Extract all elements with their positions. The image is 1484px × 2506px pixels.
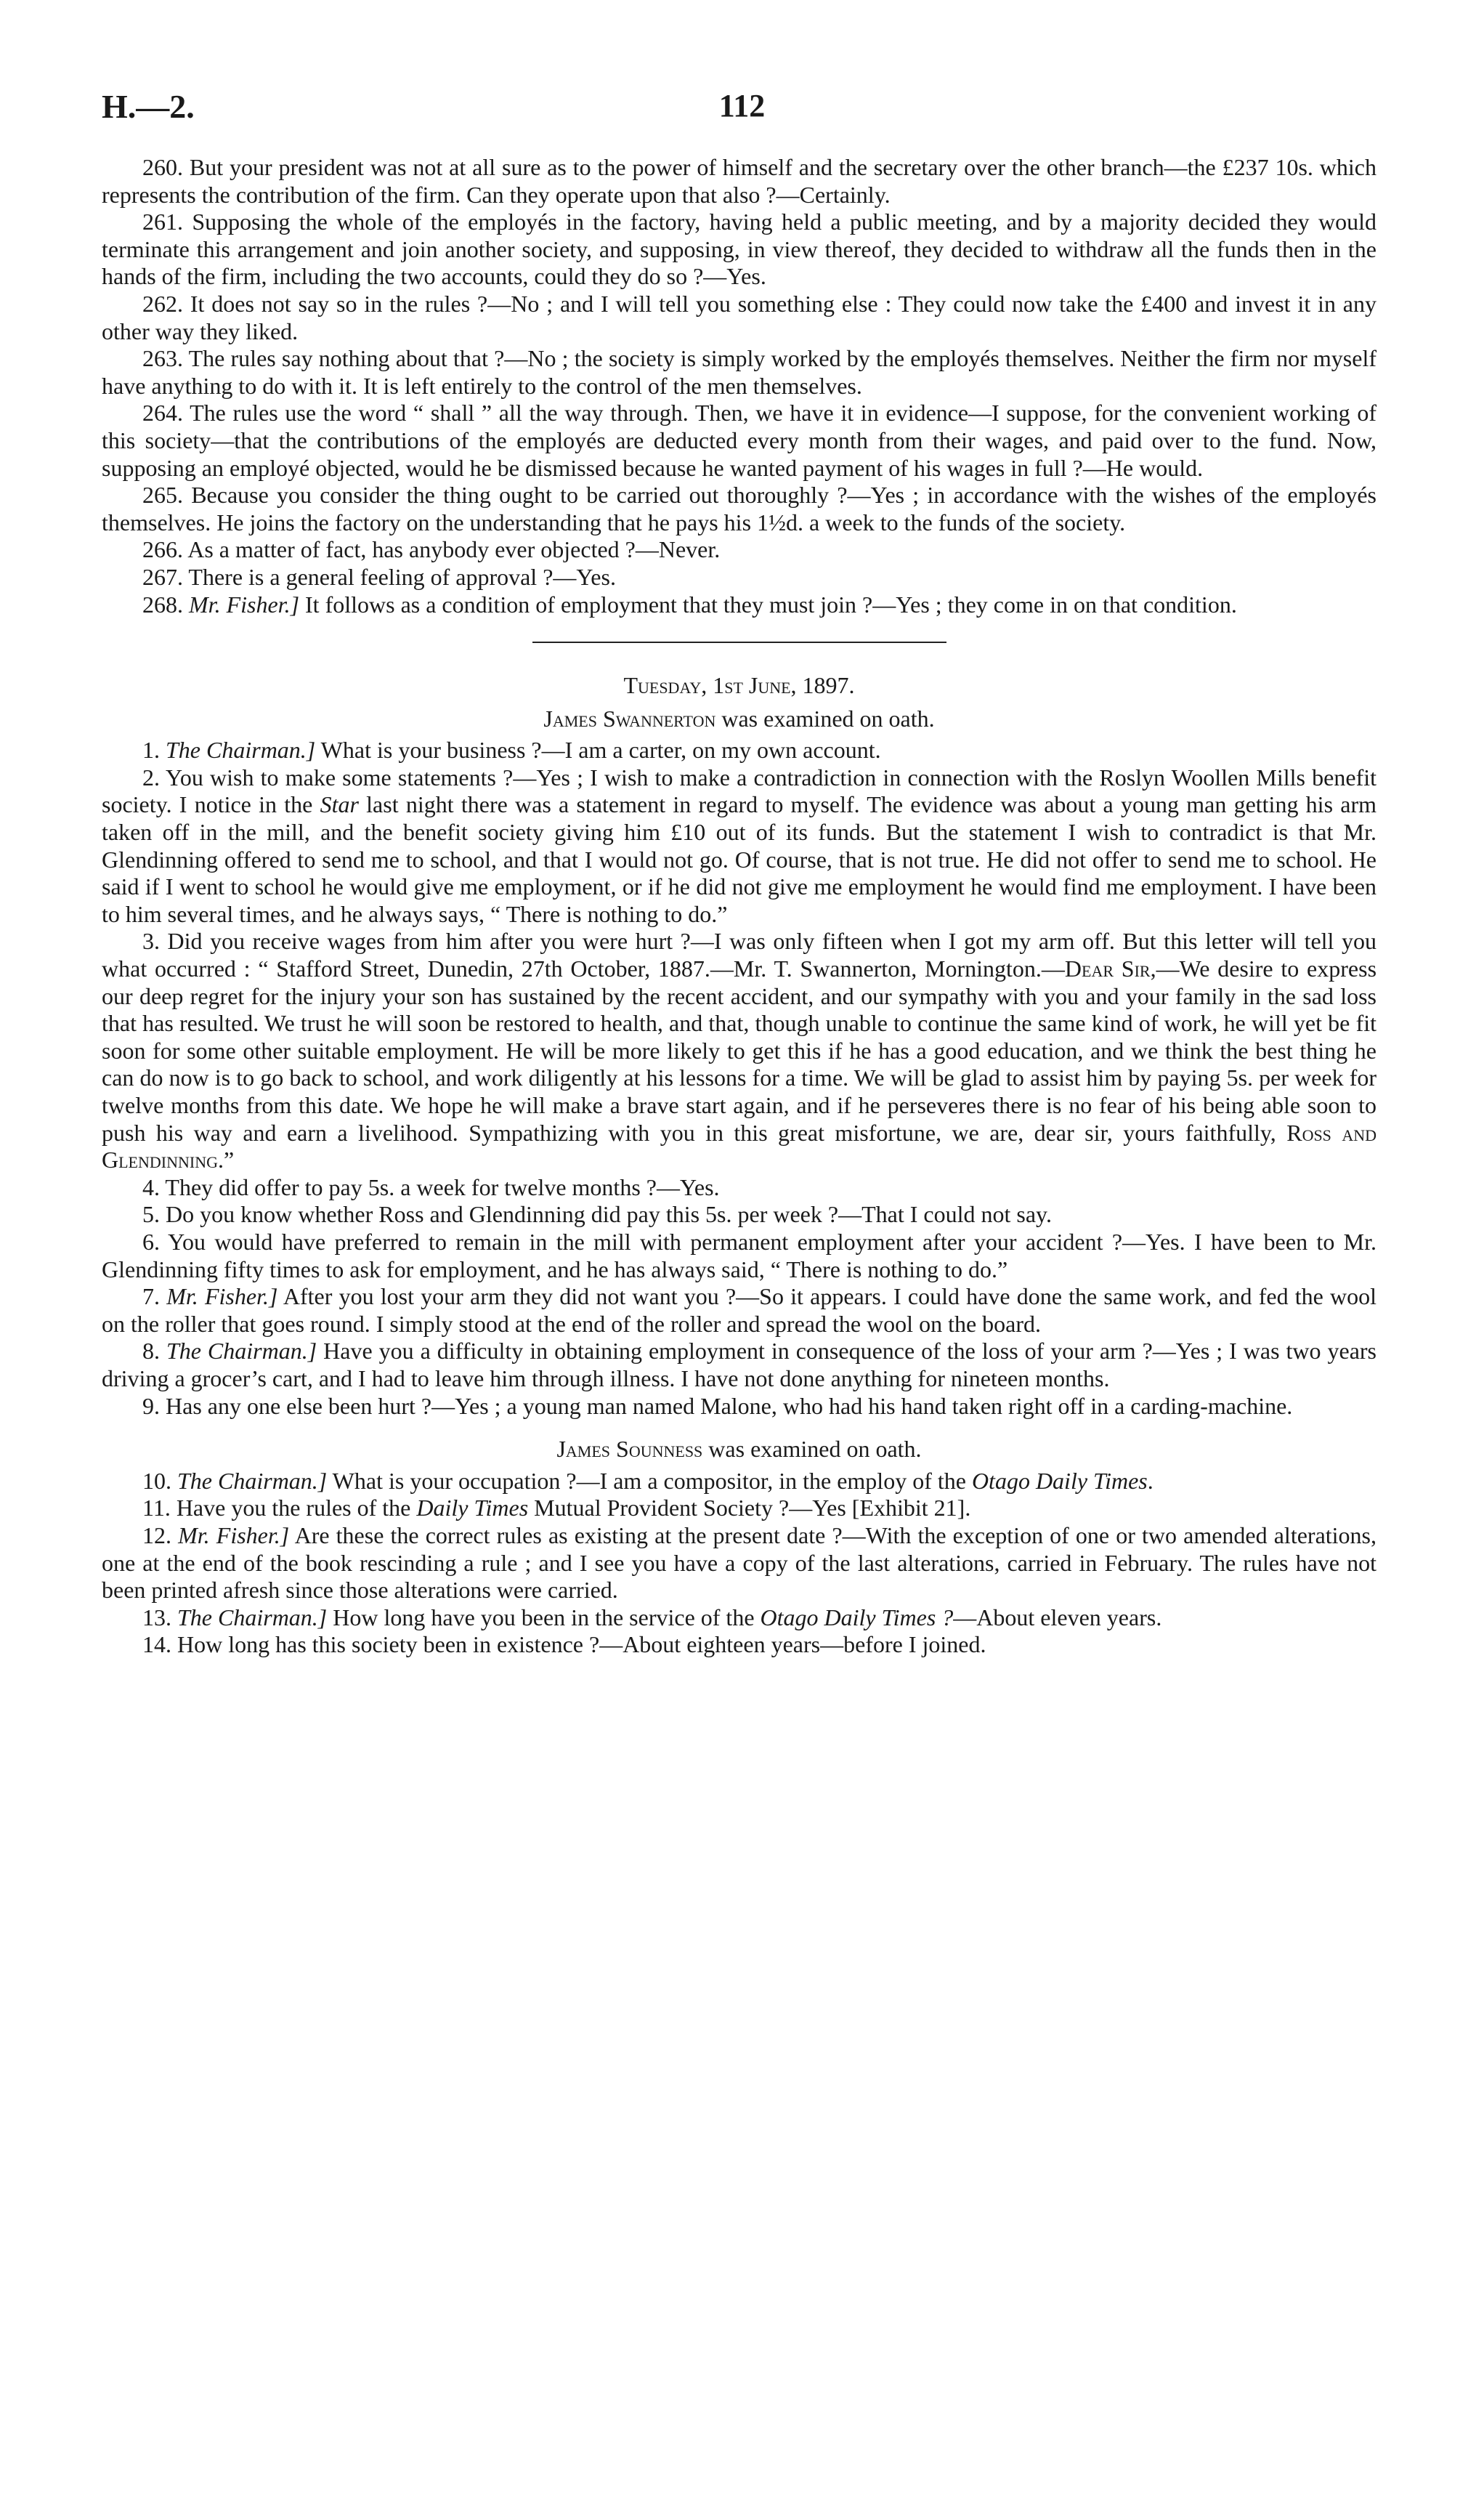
question-262: 262. It does not say so in the rules ?—No ; and I will tell you something else : They could now take the £400 and invest it in any other way they liked.: [102, 290, 1376, 344]
question-number: 13.: [142, 1604, 171, 1630]
question-264: 264. The rules use the word “ shall ” all the way through. Then, we have it in evidence—I suppose, for the convenient working of this society—that the contributions of the employés are deducted every month from their wages, and paid over to the fund. Now, supposing an employé objected, would he be dismissed because he wanted payment of his wages in full ?—He would.: [102, 400, 1376, 481]
question-text: 2. You wish to make some statements ?—Yes ; I wish to make a contradiction in connection with the Roslyn Woollen Mills benefit society. I notice in the: [102, 764, 1376, 818]
question-number: 12.: [142, 1521, 171, 1548]
speaker: Mr. Fisher.]: [166, 1283, 278, 1310]
question-number: 7.: [142, 1283, 160, 1310]
witness-name: James Swannerton: [543, 705, 716, 732]
letter-body: ,—We desire to express our deep regret for the injury your son has sustained by the recent accident, and our sympathy with you and your family in the sad loss that has resulted. We trust he will soon be restored to health, and that, though unable to continue the same kind of work, he will yet be fit soon for some other suitable employment. He will be more likely to get this if he has a good education, and we think the best thing he can do now is to go back to school, and work diligently at his lessons for a time. We will be glad to assist him by paying 5s. per week for twelve months from this date. We hope he will make a brave start again, and if he perseveres there is no fear of his being able soon to push his way and earn a livelihood. Sympathizing with you in this great misfortune, we are, dear sir, yours faithfully,: [102, 955, 1377, 1146]
question-text: 3. Did you receive wages from him after you were hurt ?—I was only fifteen when I got my arm off. But this letter will tell you what occurred : “ Stafford Street, Dunedin, 27th October, 1887.—Mr. T. Swannerton, Mornington.—: [102, 928, 1376, 982]
question-266: 266. As a matter of fact, has anybody ever objected ?—Never.: [142, 536, 721, 563]
question-6: 6. You would have preferred to remain in the mill with permanent employment after your accident ?—Yes. I have been to Mr. Glendinning fifty times to ask for employment, and he has always said, “ There is nothing to do.”: [102, 1228, 1376, 1282]
question-265: 265. Because you consider the thing ought to be carried out thoroughly ?—Yes ; in accordance with the wishes of the employés themselves. He joins the factory on the understanding that he pays his 1½d. a week to the funds of the society.: [102, 482, 1376, 535]
spacer: [102, 1420, 1376, 1436]
question-end: .: [1147, 1467, 1153, 1494]
question-text: After you lost your arm they did not want you ?—So it appears. I could have done the same work, and fed the wool on the roller that goes round. I simply stood at the end of the roller and spread the wool on the board.: [102, 1283, 1377, 1337]
page-header: [102, 87, 1382, 131]
witness-name: James Sounness: [556, 1436, 703, 1463]
speaker: Mr. Fisher.]: [189, 591, 300, 618]
question-5: 5. Do you know whether Ross and Glendinning did pay this 5s. per week ?—That I could not say.: [142, 1201, 1052, 1228]
question-2: [102, 764, 1376, 929]
question-9: 9. Has any one else been hurt ?—Yes ; a young man named Malone, who had his hand taken right off in a carding-machine.: [142, 1392, 1293, 1419]
question-14: 14. How long has this society been in existence ?—About eighteen years—before I joined.: [142, 1631, 986, 1658]
question-261: 261. Supposing the whole of the employés in the factory, having held a public meeting, and by a majority decided they would terminate this arrangement and join another society, and supposing, in view thereof, they decided to withdraw all the funds then in the hands of the firm, including the two accounts, could they do so ?—Yes.: [102, 209, 1376, 290]
page-number: 112: [718, 88, 766, 124]
question-10: [102, 1468, 1376, 1495]
question-7: [102, 1283, 1376, 1338]
speaker: Mr. Fisher.]: [178, 1521, 290, 1548]
question-12: [102, 1522, 1376, 1604]
newspaper-name: Otago Daily Times: [971, 1467, 1148, 1494]
question-268: [102, 591, 1376, 619]
question-267: 267. There is a general feeling of approval ?—Yes.: [142, 563, 616, 590]
page-body: [102, 154, 1376, 1659]
letter-salutation: Dear Sir: [1064, 955, 1151, 982]
question-11: [102, 1495, 1376, 1522]
witness-suffix: was examined on oath.: [715, 705, 935, 732]
question-number: 8.: [142, 1338, 160, 1365]
sitting-date: Tuesday, 1st June, 1897.: [623, 672, 855, 699]
speaker: The Chairman.]: [177, 1467, 328, 1494]
question-260: 260. But your president was not at all sure as to the power of himself and the secretary over the other branch—the £237 10s. which represents the contribution of the firm. Can they operate upon that also ?—Certainly.: [102, 154, 1376, 208]
witness-heading-sounness: [102, 1436, 1376, 1463]
question-8: [102, 1338, 1376, 1392]
newspaper-name: Otago Daily Times ?: [760, 1604, 954, 1630]
letter-signature: Ross and Glendinning: [102, 1119, 1376, 1173]
question-13: [102, 1604, 1376, 1632]
section-divider: [532, 642, 946, 643]
question-number: 1.: [142, 737, 160, 764]
question-text: Are these the correct rules as existing at the present date ?—With the exception of one or two amended alterations, one at the end of the book rescinding a rule ; and I see you have a copy of the last alterations, carried in February. The rules have not been printed afresh since those alterations were carried.: [102, 1521, 1377, 1604]
question-text: What is your occupation ?—I am a compositor, in the employ of the: [332, 1467, 972, 1494]
letter-end: .”: [217, 1147, 235, 1173]
witness-suffix: was examined on oath.: [702, 1436, 922, 1463]
question-text: Mutual Provident Society ?—Yes [Exhibit 21].: [528, 1495, 971, 1521]
question-text: It follows as a condition of employment that they must join ?—Yes ; they come in on that condition.: [305, 591, 1237, 618]
parliamentary-paper-reference: H.—2.: [102, 88, 195, 125]
question-4: 4. They did offer to pay 5s. a week for twelve months ?—Yes.: [142, 1173, 720, 1200]
newspaper-name: Daily Times: [416, 1495, 529, 1521]
question-end: —About eleven years.: [953, 1604, 1162, 1630]
question-text: last night there was a statement in regard to myself. The evidence was about a young man getting his arm taken off in the mill, and the benefit society giving him £10 out of its funds. But the statement I wish to contradict is that Mr. Glendinning offered to send me to school, and that I would not go. Of course, that is not true. He did not offer to send me to school. He said if I went to school he would give me employment, or if he did not give me employment he would find me employment. I have been to him several times, and he always says, “ There is nothing to do.”: [102, 791, 1377, 927]
speaker: The Chairman.]: [166, 737, 316, 764]
question-text: What is your business ?—I am a carter, on my own account.: [320, 737, 881, 764]
speaker: The Chairman.]: [166, 1338, 317, 1365]
question-263: 263. The rules say nothing about that ?—No ; the society is simply worked by the employés themselves. Neither the firm nor myself have anything to do with it. It is left entirely to the control of the men themselves.: [102, 345, 1376, 399]
question-number: 268.: [142, 591, 183, 618]
witness-heading-swannerton: [102, 706, 1376, 733]
newspaper-name: Star: [320, 791, 359, 818]
question-3: [102, 928, 1376, 1173]
question-text: 11. Have you the rules of the: [142, 1495, 417, 1521]
question-1: [102, 737, 1376, 764]
question-text: How long have you been in the service of the: [333, 1604, 761, 1630]
question-text: Have you a difficulty in obtaining employment in consequence of the loss of your arm ?—Yes ; I was two years driving a grocer’s cart, and I had to leave him through illness. I have not done anything for nineteen months.: [102, 1338, 1377, 1391]
speaker: The Chairman.]: [177, 1604, 328, 1630]
question-number: 10.: [142, 1467, 171, 1494]
